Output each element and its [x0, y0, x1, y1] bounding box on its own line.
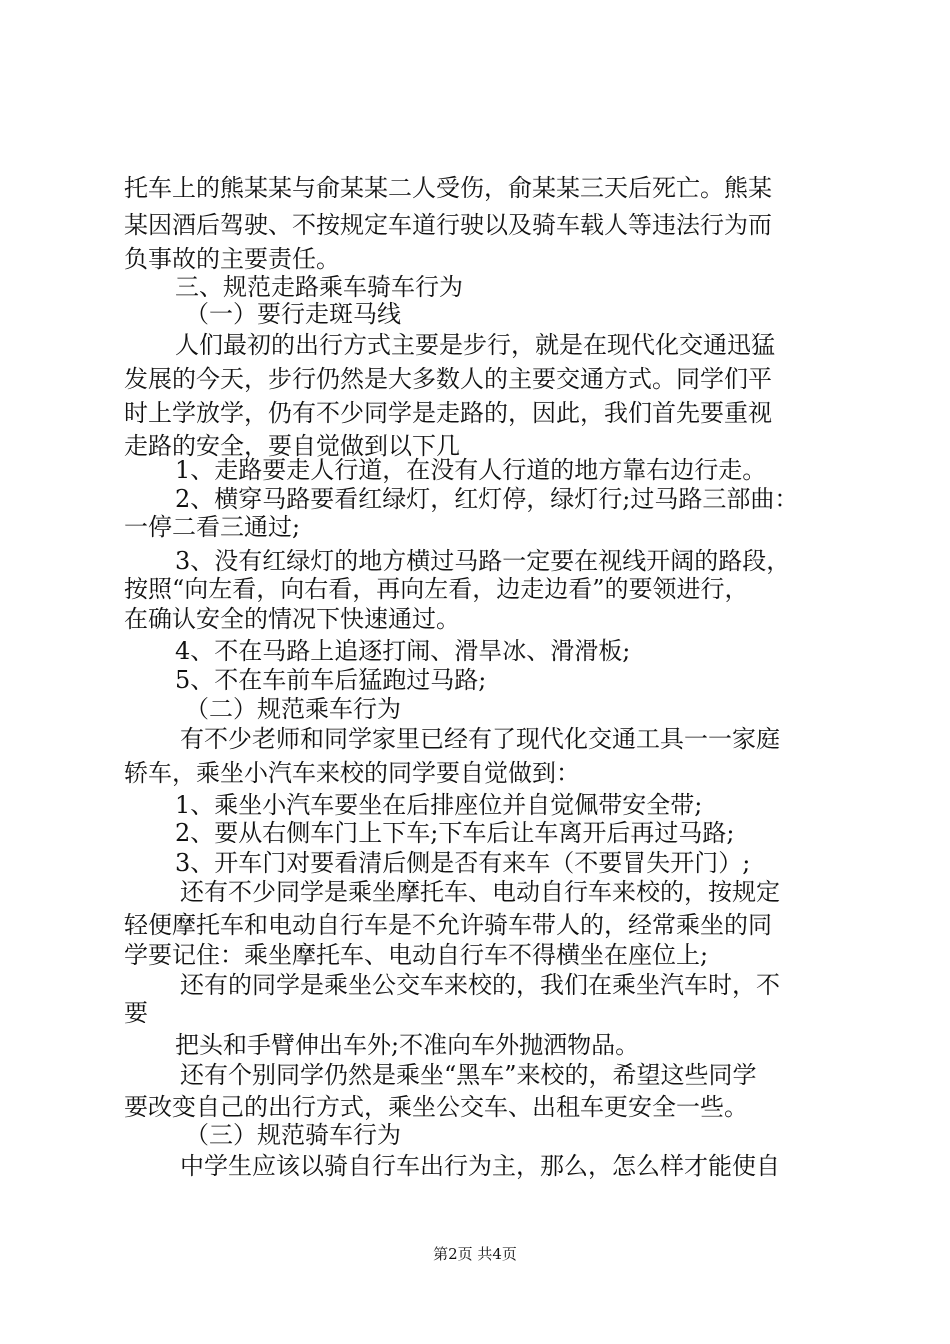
list-item: 4、不在马路上追逐打闹、滑旱冰、滑滑板; [175, 637, 631, 665]
text-line: 走路的安全，要自觉做到以下几 [124, 432, 460, 460]
text-line: 把头和手臂伸出车外;不准向车外抛洒物品。 [175, 1031, 640, 1059]
text-line: 负事故的主要责任。 [124, 245, 340, 273]
page-number-footer: 第2页 共4页 [433, 1245, 517, 1263]
list-item: 2、要从右侧车门上下车;下车后让车离开后再过马路; [175, 819, 735, 847]
text-line: 按照“向左看，向右看，再向左看，边走边看”的要领进行， [124, 575, 749, 603]
text-line: 某因酒后驾驶、不按规定车道行驶以及骑车载人等违法行为而 [124, 211, 772, 239]
text-line: 人们最初的出行方式主要是步行，就是在现代化交通迅猛 [175, 331, 775, 359]
text-line: 轻便摩托车和电动自行车是不允许骑车带人的，经常乘坐的同 [124, 911, 772, 939]
list-item: 1、乘坐小汽车要坐在后排座位并自觉佩带安全带; [175, 791, 703, 819]
text-line: 要改变自己的出行方式，乘坐公交车、出租车更安全一些。 [124, 1093, 748, 1121]
list-item: 2、横穿马路要看红绿灯，红灯停，绿灯行;过马路三部曲： [175, 485, 799, 513]
text-line: 发展的今天，步行仍然是大多数人的主要交通方式。同学们平 [124, 365, 772, 393]
subsection-heading: （三）规范骑车行为 [185, 1121, 401, 1149]
subsection-heading: （二）规范乘车行为 [185, 695, 401, 723]
text-line: 要 [124, 999, 148, 1027]
list-item: 1、走路要走人行道，在没有人行道的地方靠右边行走。 [175, 456, 767, 484]
text-line: 在确认安全的情况下快速通过。 [124, 605, 460, 633]
text-line: 还有不少同学是乘坐摩托车、电动自行车来校的，按规定 [180, 878, 780, 906]
subsection-heading: （一）要行走斑马线 [185, 300, 401, 328]
list-item: 3、没有红绿灯的地方横过马路一定要在视线开阔的路段， [175, 547, 791, 575]
list-item: 5、不在车前车后猛跑过马路; [175, 666, 487, 694]
text-line: 一停二看三通过; [124, 513, 301, 541]
text-line: 还有个别同学仍然是乘坐“黑车”来校的，希望这些同学 [180, 1061, 757, 1089]
text-line: 还有的同学是乘坐公交车来校的，我们在乘坐汽车时，不 [180, 971, 780, 999]
text-line: 学要记住：乘坐摩托车、电动自行车不得横坐在座位上; [124, 941, 709, 969]
text-line: 轿车，乘坐小汽车来校的同学要自觉做到： [124, 759, 580, 787]
text-line: 中学生应该以骑自行车出行为主，那么，怎么样才能使自 [180, 1152, 780, 1180]
text-line: 时上学放学，仍有不少同学是走路的，因此，我们首先要重视 [124, 399, 772, 427]
section-heading: 三、规范走路乘车骑车行为 [175, 273, 463, 301]
list-item: 3、开车门对要看清后侧是否有来车（不要冒失开门）; [175, 849, 751, 877]
text-line: 有不少老师和同学家里已经有了现代化交通工具一一家庭 [180, 725, 780, 753]
text-line: 托车上的熊某某与俞某某二人受伤，俞某某三天后死亡。熊某 [124, 174, 772, 202]
